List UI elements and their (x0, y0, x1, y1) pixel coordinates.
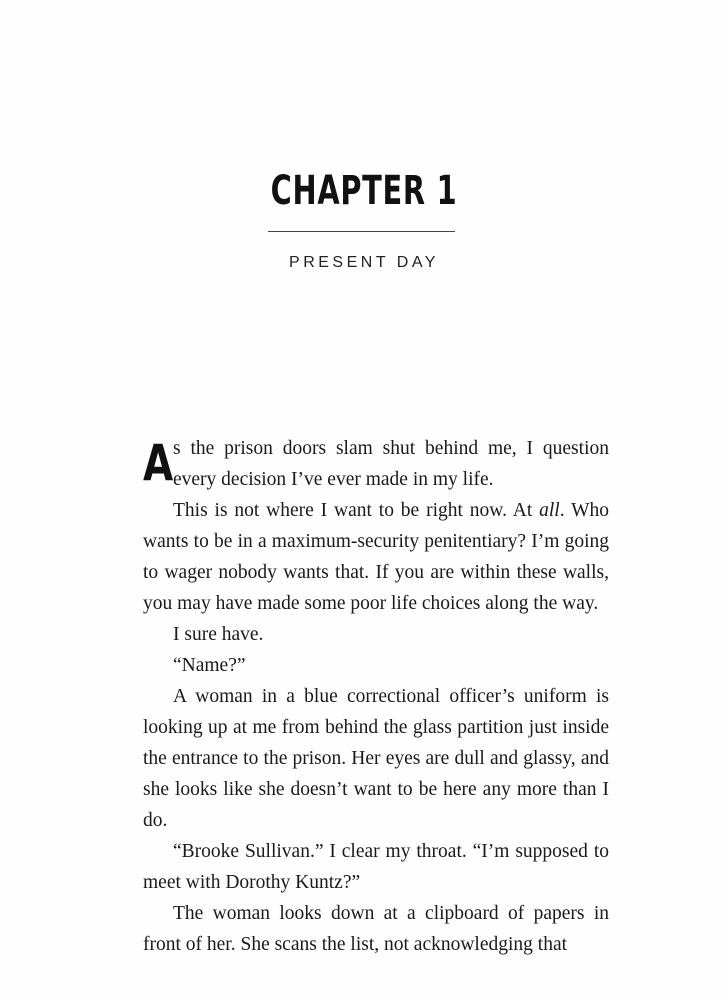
paragraph-2-emphasis: all (539, 500, 560, 521)
chapter-subtitle: PRESENT DAY (289, 254, 439, 271)
paragraph-1-text: s the prison doors slam shut behind me, I question every decision I’ve ever made in my life. (173, 438, 609, 490)
paragraph-7: The woman looks down at a clipboard of papers in front of her. She scans the list, not acknowledging that (143, 903, 609, 955)
chapter-body (143, 433, 609, 960)
paragraph-5: A woman in a blue correctional officer’s uniform is looking up at me from behind the glass partition just inside the entrance to the prison. Her eyes are dull and glassy, and she looks like she doesn’t want to be here any more than I do. (143, 686, 609, 831)
paragraph-1 (143, 433, 609, 495)
paragraph-6: “Brooke Sullivan.” I clear my throat. “I’m supposed to meet with Dorothy Kuntz?” (143, 841, 609, 893)
paragraph-2-text-b: . Who wants to be in a maximum-security penitentiary? I’m going to wager nobody wants that. If you are within these walls, you may have made some poor life choices along the way. (143, 500, 609, 614)
paragraph-4: “Name?” (173, 655, 246, 676)
paragraph-3: I sure have. (173, 624, 264, 645)
chapter-title: CHAPTER 1 (270, 168, 458, 214)
chapter-divider (268, 231, 455, 232)
paragraph-2 (143, 495, 609, 619)
drop-cap: A (143, 434, 174, 492)
paragraph-2-text-a: This is not where I want to be right now. At (173, 500, 540, 521)
